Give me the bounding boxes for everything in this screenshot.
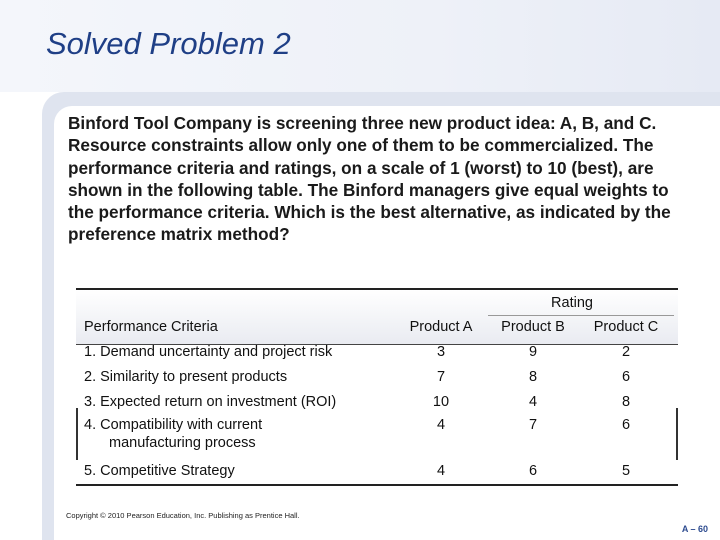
table-row-criterion: 4. Compatibility with current <box>84 417 263 433</box>
page-number: A – 60 <box>681 524 708 534</box>
table-row-criterion-continued: manufacturing process <box>109 435 256 451</box>
table-row-product-a: 3 <box>436 344 446 360</box>
product-c-header: Product C <box>593 319 659 335</box>
slide-title: Solved Problem 2 <box>46 26 291 61</box>
table-row-criterion: 5. Competitive Strategy <box>84 463 235 479</box>
table-row-criterion: 2. Similarity to present products <box>84 369 288 385</box>
table-row-product-c: 5 <box>621 463 631 479</box>
table-row-product-a: 4 <box>436 463 446 479</box>
table-row-product-c: 6 <box>621 369 631 385</box>
table-row-product-a: 10 <box>432 394 450 410</box>
rating-underline <box>488 315 674 316</box>
table-row-product-a: 4 <box>436 417 446 433</box>
rating-header: Rating <box>551 295 593 311</box>
table-right-rule <box>676 408 678 460</box>
table-row-product-b: 8 <box>528 369 538 385</box>
table-row-criterion: 3. Expected return on investment (ROI) <box>84 394 337 410</box>
problem-statement: Binford Tool Company is screening three new product idea: A, B, and C. Resource constraints allow only one of them to be commercialized. The performance criteria and ratings, on a scale of 1 (worst) to 10 (best), are shown in the following table. The Binford managers give equal weights to the performance criteria. Which is the best alternative, as indicated by the preference matrix method? <box>68 113 671 245</box>
table-row-criterion: 1. Demand uncertainty and project risk <box>84 344 333 360</box>
table-row-product-b: 9 <box>528 344 538 360</box>
product-a-header: Product A <box>409 319 473 335</box>
table-row-product-c: 8 <box>621 394 631 410</box>
table-row-product-a: 7 <box>436 369 446 385</box>
rating-table <box>76 288 678 486</box>
table-row-product-b: 4 <box>528 394 538 410</box>
table-bottom-rule <box>76 484 678 486</box>
criteria-header: Performance Criteria <box>84 319 218 335</box>
table-row-product-b: 6 <box>528 463 538 479</box>
table-left-rule <box>76 408 78 460</box>
table-row-product-c: 6 <box>621 417 631 433</box>
table-row-product-c: 2 <box>621 344 631 360</box>
table-row-product-b: 7 <box>528 417 538 433</box>
product-b-header: Product B <box>501 319 565 335</box>
copyright-notice: Copyright © 2010 Pearson Education, Inc. Publishing as Prentice Hall. <box>66 511 300 520</box>
